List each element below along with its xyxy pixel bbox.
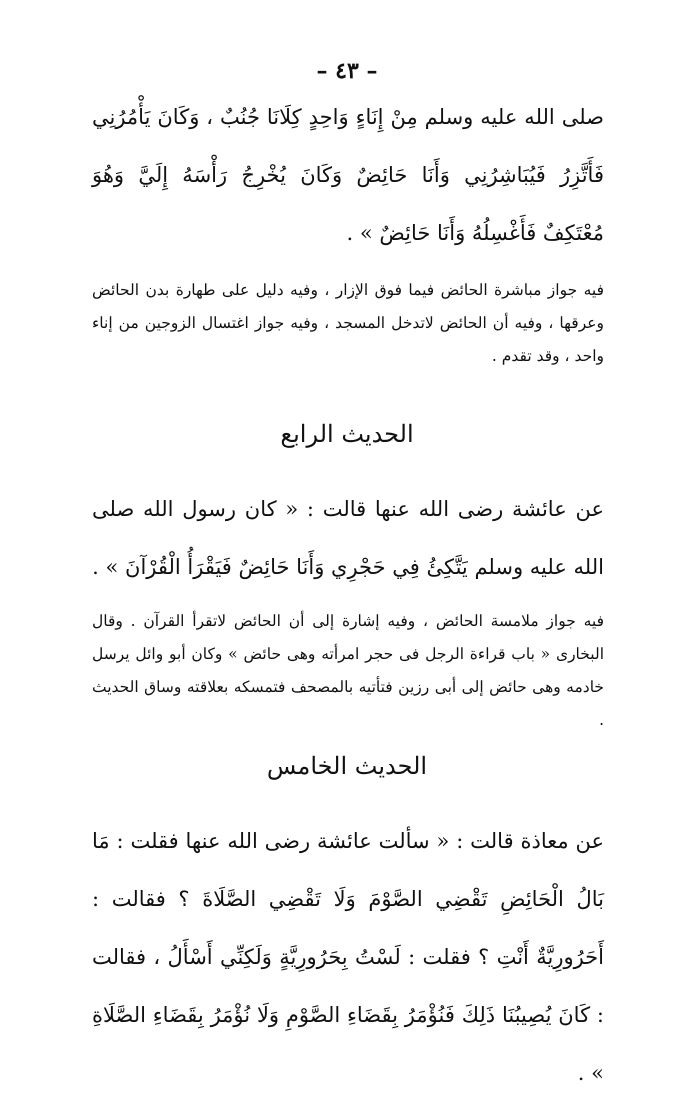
section-heading-hadith-4: الحديث الرابع — [280, 420, 414, 448]
hadith-text-4: عن عائشة رضى الله عنها قالت : « كان رسول الله صلى الله عليه وسلم يَتَّكِئُ فِي حَجْرِي وَأَنَا حَائِضٌ فَيَقْرَأُ الْقُرْآنَ » . — [92, 497, 604, 579]
commentary-hadith-4: فيه جواز ملامسة الحائض ، وفيه إشارة إلى أن الحائض لاتقرأ القرآن . وقال البخارى « باب قراءة الرجل فى حجر امرأته وهى حائض » وكان أبو وائل يرسل خادمه وهى حائض إلى أبى رزين فتأتيه بالمصحف فتمسكه بعلاقته وساق الحديث . — [92, 612, 604, 729]
hadith-text-5: عن معاذة قالت : « سألت عائشة رضى الله عنها فقلت : مَا بَالُ الْحَائِضِ تَقْضِي الصَّوْمَ وَلَا تَقْضِي الصَّلَاةَ ؟ فقالت : أَحَرُورِيَّةٌ أَنْتِ ؟ فقلت : لَسْتُ بِحَرُورِيَّةٍ وَلَكِنِّي أَسْأَلُ ، فقالت : كَانَ يُصِيبُنَا ذَلِكَ فَنُؤْمَرُ بِقَضَاءِ الصَّوْمِ وَلَا نُؤْمَرُ بِقَضَاءِ الصَّلَاةِ » . — [92, 829, 605, 1085]
commentary-hadith-3: فيه جواز مباشرة الحائض فيما فوق الإزار ، وفيه دليل على طهارة بدن الحائض وعرقها ، وفيه أن الحائض لاتدخل المسجد ، وفيه جواز اغتسال الزوجين من إناء واحد ، وقد تقدم . — [92, 281, 604, 365]
section-heading-hadith-5: الحديث الخامس — [266, 752, 428, 780]
page-number: – ٤٣ – — [316, 58, 378, 84]
hadith-text-continued: صلى الله عليه وسلم مِنْ إِنَاءٍ وَاحِدٍ كِلَانَا جُنُبٌ ، وَكَانَ يَأْمُرُنِي فَأَتَّزِرُ فَيُبَاشِرُنِي وَأَنَا حَائِضٌ وَكَانَ يُخْرِجُ رَأْسَهُ إِلَيَّ وَهُوَ مُعْتَكِفٌ فَأَغْسِلُهُ وَأَنَا حَائِضٌ » . — [92, 105, 604, 245]
